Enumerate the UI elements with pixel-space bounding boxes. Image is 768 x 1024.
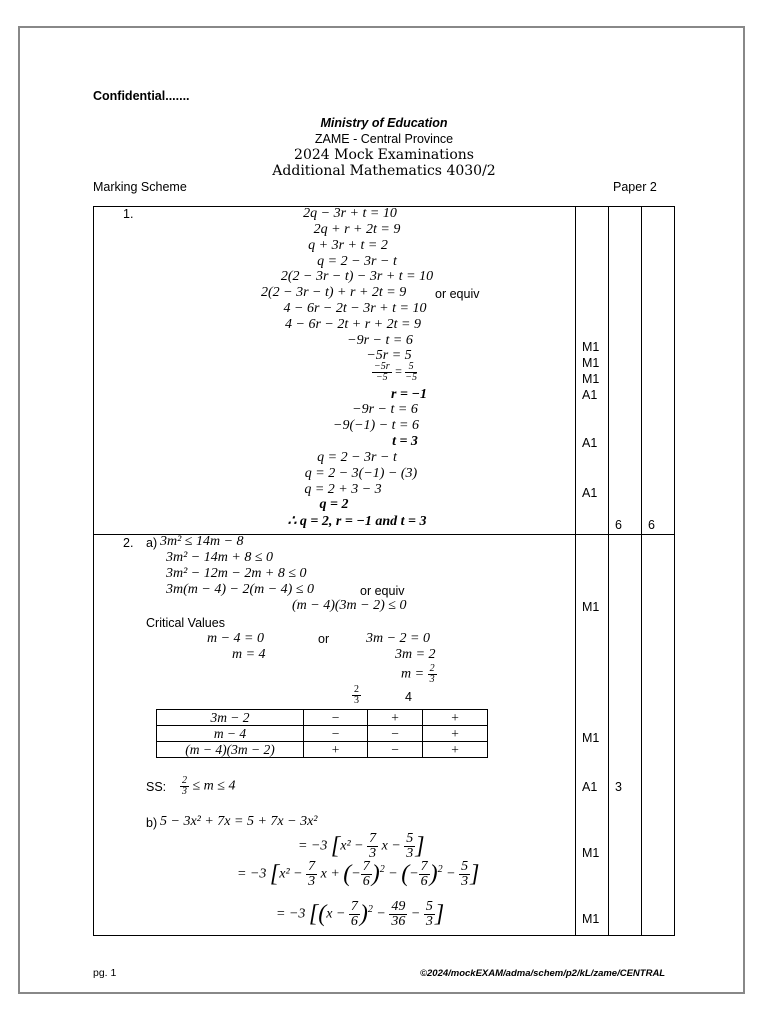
marking-scheme-label: Marking Scheme	[93, 180, 187, 194]
cv-or: or	[318, 632, 330, 646]
q1-mark: M1	[582, 340, 600, 354]
q2-part-a: a)	[146, 536, 158, 550]
q2-mark: M1	[582, 846, 600, 860]
ss-label: SS:	[146, 780, 167, 794]
q2b-line: 5 − 3x² + 7x = 5 + 7x − 3x²	[160, 814, 318, 829]
table-cell: +	[423, 726, 488, 742]
cv-line: 3m = 2	[395, 647, 436, 662]
q2a-line: 3m(m − 4) − 2(m − 4) ≤ 0	[166, 582, 315, 597]
q1-r-result: r = −1	[391, 387, 427, 402]
q2b-line: = −3 [x² − $\frac{7}{3}$ x + (− $\frac{7}{6}$ )$^2$ − (− $\frac{7}{6}$ )$^2$ − $\frac{5}{3}$ ]	[237, 859, 480, 889]
table-row	[157, 710, 488, 726]
confidential-label: Confidential.......	[93, 89, 190, 103]
exam-title: 2024 Mock Examinations	[294, 147, 474, 163]
q2-mark: M1	[582, 731, 600, 745]
q1-line: 2q − 3r + t = 10	[303, 206, 397, 221]
q1-line: 2q + r + 2t = 9	[313, 222, 401, 237]
sign-table	[156, 709, 488, 758]
q2-mark: M1	[582, 600, 600, 614]
q2-part-b: b)	[146, 816, 158, 830]
q1-mark: A1	[582, 486, 598, 500]
page-number: pg. 1	[93, 967, 117, 979]
critical-values-label: Critical Values	[146, 616, 225, 630]
critical-value-two-thirds: $\frac{2}{3}$	[354, 684, 359, 706]
table-cell: −	[368, 726, 423, 742]
q2-subtotal: 3	[615, 780, 622, 794]
table-cell: +	[368, 710, 423, 726]
table-cell: (m − 4)(3m − 2)	[157, 742, 304, 758]
q1-line: 2(2 − 3r − t) + r + 2t = 9	[261, 285, 407, 300]
zone-title: ZAME - Central Province	[314, 132, 454, 146]
q1-line: q = 2 − 3r − t	[317, 450, 397, 465]
q1-line: q = 2 − 3(−1) − (3)	[304, 466, 418, 481]
q1-line: −9r − t = 6	[347, 333, 413, 348]
q1-line: 2(2 − 3r − t) − 3r + t = 10	[280, 269, 434, 284]
q2a-line: 3m² − 12m − 2m + 8 ≤ 0	[166, 566, 307, 581]
table-row	[157, 742, 488, 758]
q1-mark: M1	[582, 356, 600, 370]
q2-number: 2.	[123, 536, 134, 550]
paper-label: Paper 2	[613, 180, 657, 194]
cv-line: m = 4	[232, 647, 266, 662]
q1-line: q + 3r + t = 2	[308, 238, 388, 253]
q1-conclusion: ∴ q = 2, r = −1 and t = 3	[287, 514, 427, 529]
q1-line: 4 − 6r − 2t + r + 2t = 9	[285, 317, 421, 332]
table-cell: m − 4	[157, 726, 304, 742]
q1-t-result: t = 3	[392, 434, 418, 449]
q1-total: 6	[648, 518, 655, 532]
q1-subtotal: 6	[615, 518, 622, 532]
subject-title: Additional Mathematics 4030/2	[272, 163, 496, 179]
q2a-or-equiv: or equiv	[360, 584, 405, 598]
table-cell: +	[423, 710, 488, 726]
critical-value-four: 4	[405, 690, 412, 704]
q1-line: q = 2 + 3 − 3	[304, 482, 382, 497]
cv-line: m − 4 = 0	[207, 631, 265, 646]
copyright-text: ©2024/mockEXAM/adma/schem/p2/kL/zame/CENTRAL	[420, 968, 666, 979]
ss-expression: $\frac{2}{3}$ ≤ m ≤ 4	[182, 775, 236, 797]
table-cell: +	[304, 742, 368, 758]
q1-mark: A1	[582, 436, 598, 450]
q1-line: −5r = 5	[366, 348, 412, 363]
ministry-title: Ministry of Education	[320, 116, 448, 130]
q2-mark: M1	[582, 912, 600, 926]
table-row	[157, 726, 488, 742]
table-cell: −	[304, 710, 368, 726]
q1-mark: A1	[582, 388, 598, 402]
q1-line: −9(−1) − t = 6	[332, 418, 420, 433]
q1-q-result: q = 2	[319, 497, 349, 512]
q1-fraction: $\frac{-5r}{-5}$ = $\frac{5}{-5}$	[374, 361, 417, 383]
cv-line: 3m − 2 = 0	[366, 631, 431, 646]
cv-line: m = $\frac{2}{3}$	[401, 663, 435, 685]
q2b-line: = −3 [x² − $\frac{7}{3}$ x − $\frac{5}{3}$ ]	[298, 831, 425, 861]
q2a-line: 3m² − 14m + 8 ≤ 0	[166, 550, 273, 565]
table-cell: +	[423, 742, 488, 758]
q1-line: 4 − 6r − 2t − 3r + t = 10	[283, 301, 427, 316]
q1-number: 1.	[123, 207, 134, 221]
table-cell: −	[368, 742, 423, 758]
q2-mark: A1	[582, 780, 598, 794]
q2b-line: = −3 [(x − $\frac{7}{6}$ )$^2$ − $\frac{49}{36}$ − $\frac{5}{3}$ ]	[276, 899, 445, 929]
table-cell: −	[304, 726, 368, 742]
q1-or-equiv: or equiv	[435, 287, 480, 301]
q2a-line: 3m² ≤ 14m − 8	[160, 534, 244, 549]
q1-mark: M1	[582, 372, 600, 386]
q1-line: q = 2 − 3r − t	[317, 254, 397, 269]
q2a-line: (m − 4)(3m − 2) ≤ 0	[292, 598, 407, 613]
q1-line: −9r − t = 6	[352, 402, 418, 417]
table-cell: 3m − 2	[157, 710, 304, 726]
